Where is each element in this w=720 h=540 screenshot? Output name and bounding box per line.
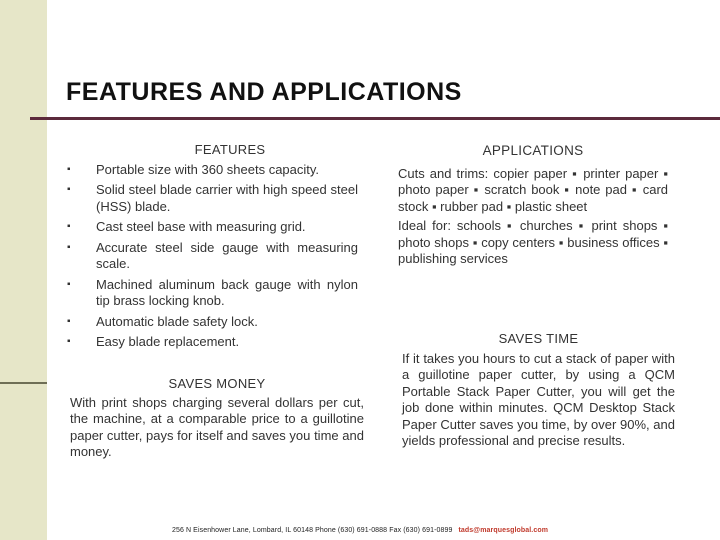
bullet-icon: ▪	[67, 221, 71, 232]
feature-text: Portable size with 360 sheets capacity.	[96, 161, 320, 177]
saves-time-text: If it takes you hours to cut a stack of paper with a guillotine paper cutter, by using a QCM Portable Stack Paper Cutter, you will get the job done within minutes. QCM Desktop Stack Paper Cutter saves you time, by over 90%, and yields professional and precise results.	[402, 350, 675, 448]
bullet-icon: ▪	[67, 163, 71, 175]
feature-text: Automatic blade safety lock.	[96, 313, 258, 329]
features-list	[62, 162, 358, 351]
list-item	[62, 162, 358, 179]
features-section	[62, 142, 358, 355]
list-item	[62, 334, 358, 351]
list-item	[62, 219, 358, 236]
title-rule	[30, 117, 720, 120]
bullet-icon: ▪	[67, 184, 71, 195]
applications-section	[398, 143, 668, 271]
saves-money-heading: SAVES MONEY	[168, 376, 266, 391]
side-bar	[0, 0, 47, 540]
feature-text: Cast steel base with measuring grid.	[96, 219, 306, 234]
saves-time-section	[402, 331, 675, 450]
list-item	[62, 240, 358, 273]
saves-money-text: With print shops charging several dollars per cut, the machine, at a comparable price to a guillotine paper cutter, pays for itself and saves you time and money.	[70, 394, 364, 459]
list-item	[62, 277, 358, 310]
features-heading: FEATURES	[194, 142, 266, 157]
saves-money-section	[70, 376, 364, 461]
list-item	[62, 314, 358, 331]
feature-text: Accurate steel side gauge with measuring scale.	[96, 239, 358, 271]
footer	[0, 527, 720, 534]
ideal-for-text: Ideal for: schools ▪ churches ▪ print shops ▪ photo shops ▪ copy centers ▪ business offices ▪ publishing services	[398, 218, 668, 266]
feature-text: Machined aluminum back gauge with nylon tip brass locking knob.	[96, 276, 358, 308]
side-divider	[0, 382, 47, 384]
footer-email-link[interactable]: tads@marquesglobal.com	[458, 527, 549, 534]
footer-address: 256 N Eisenhower Lane, Lombard, IL 60148 Phone (630) 691-0888 Fax (630) 691-0899	[171, 527, 453, 534]
slide-title: FEATURES AND APPLICATIONS	[66, 78, 462, 106]
bullet-icon: ▪	[67, 315, 71, 327]
list-item	[62, 182, 358, 215]
feature-text: Solid steel blade carrier with high speed steel (HSS) blade.	[96, 182, 358, 214]
bullet-icon: ▪	[67, 336, 71, 347]
feature-text: Easy blade replacement.	[96, 334, 240, 349]
cuts-and-trims-text: Cuts and trims: copier paper ▪ printer paper ▪ photo paper ▪ scratch book ▪ note pad ▪ card stock ▪ rubber pad ▪ plastic sheet	[398, 165, 668, 214]
bullet-icon: ▪	[67, 278, 71, 290]
bullet-icon: ▪	[67, 241, 71, 253]
applications-heading: APPLICATIONS	[482, 143, 584, 158]
saves-time-heading: SAVES TIME	[498, 331, 579, 346]
